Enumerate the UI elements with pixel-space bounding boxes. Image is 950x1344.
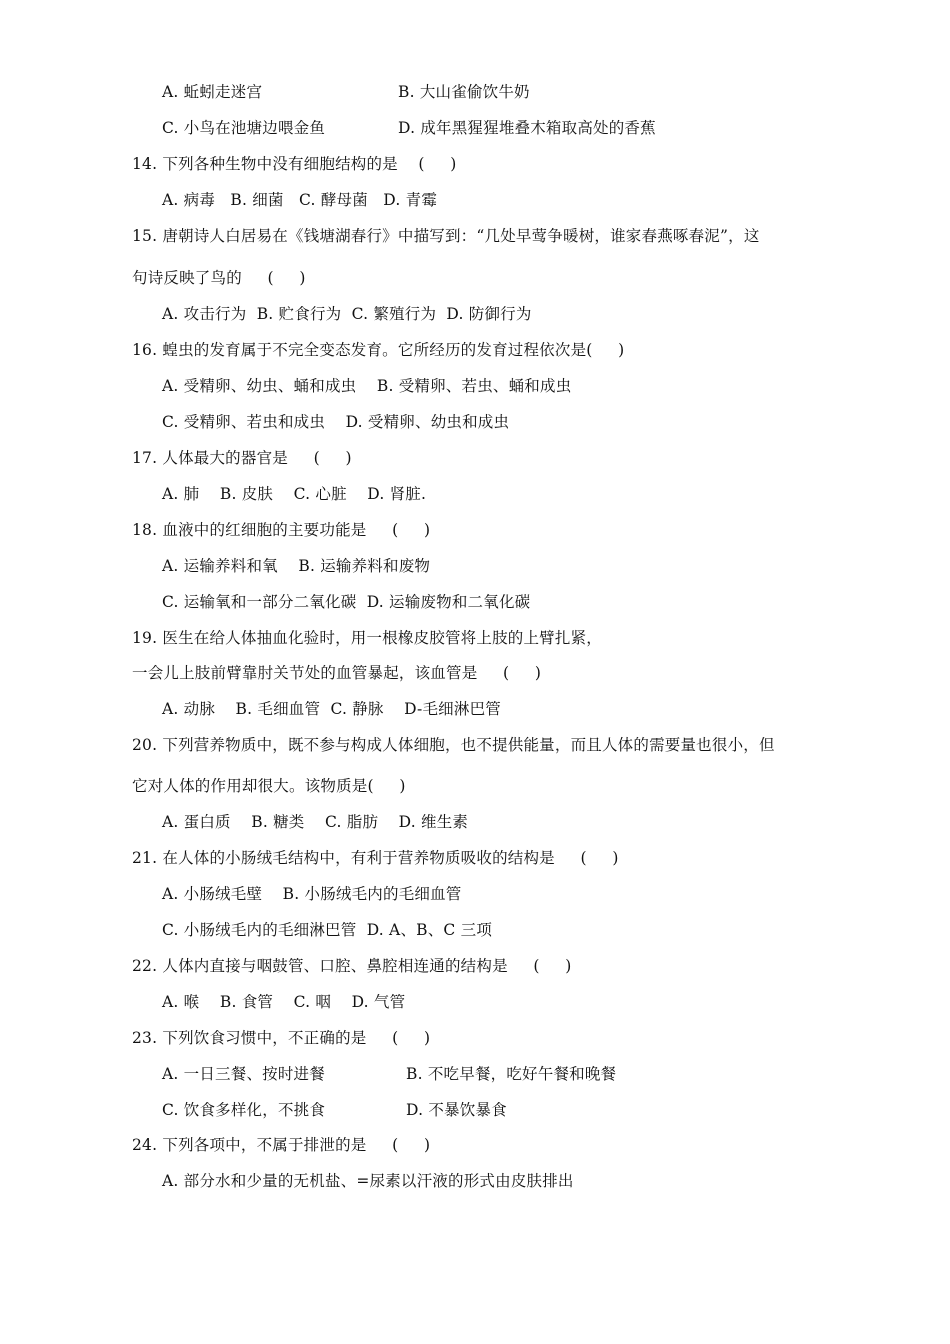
option-13b: B. 大山雀偷饮牛奶 xyxy=(398,83,530,101)
options-16-ab: A. 受精卵、幼虫、蛹和成虫 B. 受精卵、若虫、蛹和成虫 xyxy=(162,377,572,395)
question-15: 15. 唐朝诗人白居易在《钱塘湖春行》中描写到：“几处早莺争暖树，谁家春燕啄春泥”，这 xyxy=(132,227,760,245)
question-19-cont: 一会儿上肢前臂靠肘关节处的血管暴起，该血管是 ( ) xyxy=(132,664,542,682)
options-21-ab: A. 小肠绒毛壁 B. 小肠绒毛内的毛细血管 xyxy=(162,885,462,903)
question-20: 20. 下列营养物质中，既不参与构成人体细胞，也不提供能量，而且人体的需要量也很小，但 xyxy=(132,736,775,754)
question-20-cont: 它对人体的作用却很大。该物质是( ) xyxy=(132,777,406,795)
question-15-cont: 句诗反映了鸟的 ( ) xyxy=(132,269,306,287)
options-22: A. 喉 B. 食管 C. 咽 D. 气管 xyxy=(162,993,406,1011)
option-13c: C. 小鸟在池塘边喂金鱼 xyxy=(162,119,326,137)
option-24a: A. 部分水和少量的无机盐、=尿素以汗液的形式由皮肤排出 xyxy=(162,1172,574,1190)
options-19: A. 动脉 B. 毛细血管 C. 静脉 D-毛细淋巴管 xyxy=(162,700,501,718)
question-22: 22. 人体内直接与咽鼓管、口腔、鼻腔相连通的结构是 ( ) xyxy=(132,957,572,975)
question-16: 16. 蝗虫的发育属于不完全变态发育。它所经历的发育过程依次是( ) xyxy=(132,341,625,359)
option-23c: C. 饮食多样化，不挑食 xyxy=(162,1101,326,1119)
options-18-cd: C. 运输氧和一部分二氧化碳 D. 运输废物和二氧化碳 xyxy=(162,593,531,611)
option-13a: A. 蚯蚓走迷宫 xyxy=(162,83,263,101)
option-13d: D. 成年黑猩猩堆叠木箱取高处的香蕉 xyxy=(398,119,656,137)
options-18-ab: A. 运输养料和氧 B. 运输养料和废物 xyxy=(162,557,431,575)
question-17: 17. 人体最大的器官是 ( ) xyxy=(132,449,352,467)
question-24: 24. 下列各项中，不属于排泄的是 ( ) xyxy=(132,1136,431,1154)
option-23a: A. 一日三餐、按时进餐 xyxy=(162,1065,325,1083)
question-21: 21. 在人体的小肠绒毛结构中，有利于营养物质吸收的结构是 ( ) xyxy=(132,849,619,867)
question-14: 14. 下列各种生物中没有细胞结构的是 ( ) xyxy=(132,155,457,173)
options-15: A. 攻击行为 B. 贮食行为 C. 繁殖行为 D. 防御行为 xyxy=(162,305,532,323)
question-23: 23. 下列饮食习惯中，不正确的是 ( ) xyxy=(132,1029,431,1047)
question-19: 19. 医生在给人体抽血化验时，用一根橡皮胶管将上肢的上臂扎紧， xyxy=(132,629,602,647)
option-23b: B. 不吃早餐，吃好午餐和晚餐 xyxy=(406,1065,617,1083)
option-23d: D. 不暴饮暴食 xyxy=(406,1101,507,1119)
options-14: A. 病毒 B. 细菌 C. 酵母菌 D. 青霉 xyxy=(162,191,438,209)
options-16-cd: C. 受精卵、若虫和成虫 D. 受精卵、幼虫和成虫 xyxy=(162,413,510,431)
question-18: 18. 血液中的红细胞的主要功能是 ( ) xyxy=(132,521,431,539)
options-17: A. 肺 B. 皮肤 C. 心脏 D. 肾脏. xyxy=(162,485,427,503)
options-21-cd: C. 小肠绒毛内的毛细淋巴管 D. A、B、C 三项 xyxy=(162,921,493,939)
options-20: A. 蛋白质 B. 糖类 C. 脂肪 D. 维生素 xyxy=(162,813,469,831)
